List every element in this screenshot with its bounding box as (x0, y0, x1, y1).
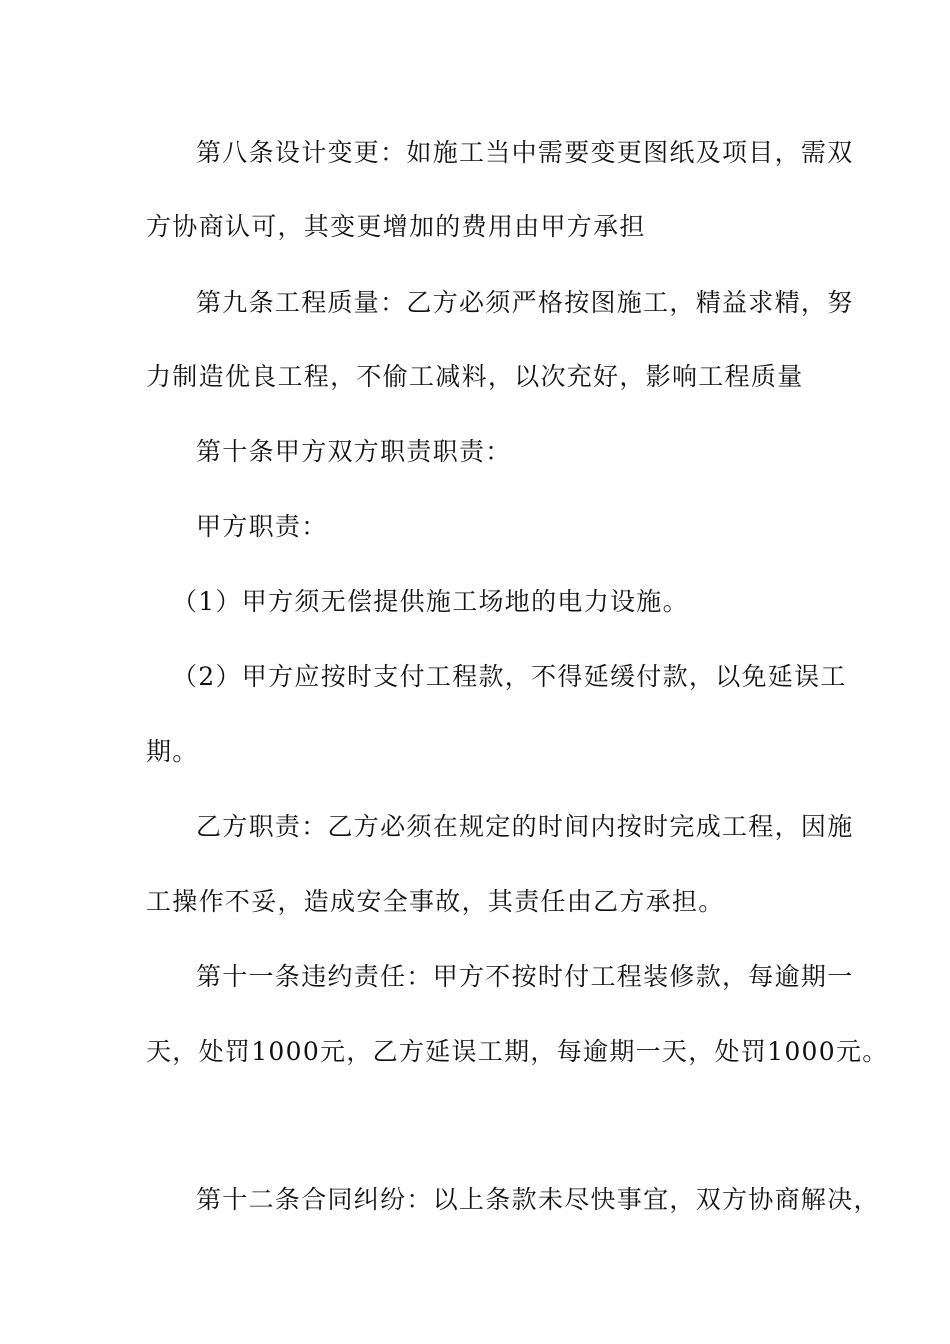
article-9-line-1: 第九条工程质量：乙方必须严格按图施工，精益求精，努 (196, 288, 854, 317)
party-a-duty-1: （1）甲方须无偿提供施工场地的电力设施。 (172, 587, 689, 616)
article-8-line-1: 第八条设计变更：如施工当中需要变更图纸及项目，需双 (196, 138, 854, 167)
party-b-duties-line-2: 工操作不妥，造成安全事故，其责任由乙方承担。 (146, 887, 725, 916)
party-a-duty-2-line-2: 期。 (146, 737, 199, 766)
article-11-line-2: 天，处罚1000元，乙方延误工期，每逾期一天，处罚1000元。 (146, 1037, 889, 1066)
article-9-line-2: 力制造优良工程，不偷工减料，以次充好，影响工程质量 (146, 362, 804, 391)
party-b-duties-line-1: 乙方职责：乙方必须在规定的时间内按时完成工程，因施 (196, 812, 854, 841)
article-11-line-1: 第十一条违约责任：甲方不按时付工程装修款，每逾期一 (196, 962, 854, 991)
party-a-duties-heading: 甲方职责： (196, 512, 328, 541)
article-12-line-1: 第十二条合同纠纷：以上条款未尽快事宜，双方协商解决， (196, 1185, 880, 1214)
article-8-line-2: 方协商认可，其变更增加的费用由甲方承担 (146, 212, 646, 241)
party-a-duty-2-line-1: （2）甲方应按时支付工程款，不得延缓付款，以免延误工 (172, 662, 847, 691)
article-10-heading: 第十条甲方双方职责职责： (196, 437, 512, 466)
